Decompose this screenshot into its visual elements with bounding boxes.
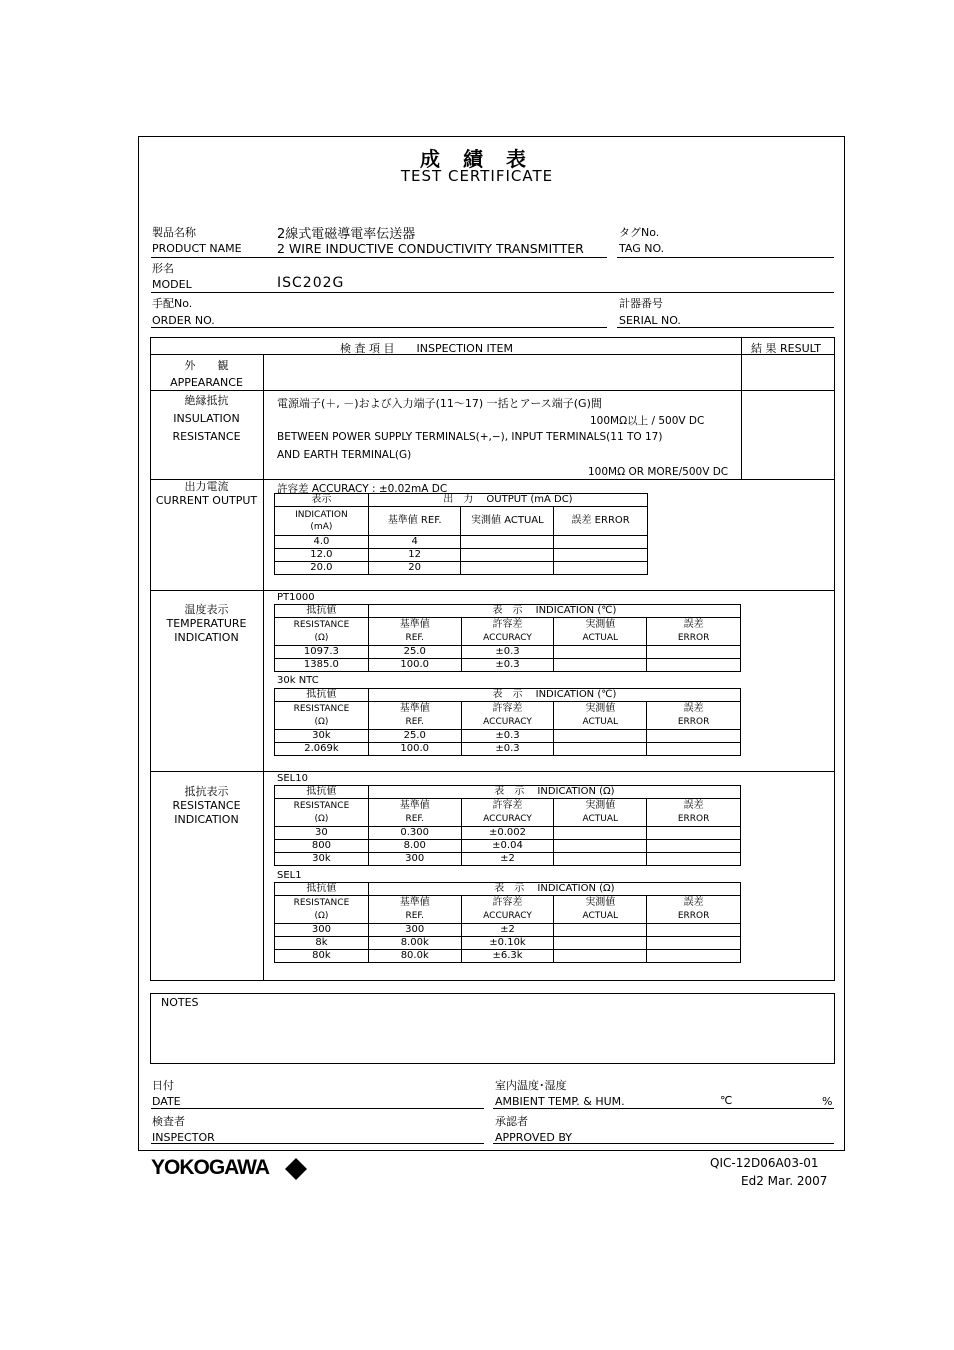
serial-label-en: SERIAL NO. xyxy=(619,314,681,327)
ntc-table: 抵抗値 表 示 INDICATION (℃) RESISTANCE (Ω) 基準値 REF. 許容差 ACCURACY 実測値 ACTUAL 誤差 ERROR 30k 25.0 ±0.3 2.069k 100.0 ±0.3 xyxy=(274,688,741,756)
table-row: 30k 25.0 ±0.3 xyxy=(275,730,741,743)
model-line xyxy=(151,292,834,293)
temperature-en2: INDICATION xyxy=(174,631,239,644)
pt1000-label: PT1000 xyxy=(277,592,315,603)
error-field[interactable] xyxy=(647,950,741,963)
product-label-jp: 製品名称 xyxy=(152,226,196,239)
date-label-en: DATE xyxy=(152,1095,181,1108)
appearance-en: APPEARANCE xyxy=(170,376,243,389)
pt1000-table: 抵抗値 表 示 INDICATION (℃) RESISTANCE (Ω) 基準値 REF. 許容差 ACCURACY 実測値 ACTUAL 誤差 ERROR 1097.3 25.0 ±0.3 1385.0 100.0 ±0.3 xyxy=(274,604,741,672)
notes-label: NOTES xyxy=(161,996,199,1009)
model-label-jp: 形名 xyxy=(152,262,174,275)
inspector-line[interactable] xyxy=(151,1143,484,1144)
header-item: 検 査 項 目 INSPECTION ITEM xyxy=(340,342,513,355)
col-indication-en: INDICATION (mA) xyxy=(275,507,369,536)
actual-field[interactable] xyxy=(461,562,554,575)
error-field[interactable] xyxy=(647,646,741,659)
current-output-table xyxy=(274,493,648,575)
resistance-jp: 抵抗表示 xyxy=(184,785,229,798)
table-row: 2.069k 100.0 ±0.3 xyxy=(275,743,741,756)
actual-field[interactable] xyxy=(554,840,647,853)
insulation-line4: AND EARTH TERMINAL(G) xyxy=(277,449,412,461)
insulation-line3: BETWEEN POWER SUPPLY TERMINALS(+,−), INPUT TERMINALS(11 TO 17) xyxy=(277,431,663,443)
actual-field[interactable] xyxy=(554,924,647,937)
yokogawa-logo: YOKOGAWA xyxy=(151,1156,270,1179)
table-row: 30k 300 ±2 xyxy=(275,853,741,866)
actual-field[interactable] xyxy=(461,549,554,562)
model-value: ISC202G xyxy=(277,275,345,291)
actual-field[interactable] xyxy=(554,853,647,866)
insulation-line1: 電源端子(＋, －)および入力端子(11～17) 一括とアース端子(G)間 xyxy=(277,397,602,410)
col-ref: 基準値 REF. xyxy=(368,507,461,536)
actual-field[interactable] xyxy=(554,659,647,672)
product-line xyxy=(151,257,607,258)
appearance-jp: 外 観 xyxy=(184,359,229,372)
col-error: 誤差 ERROR xyxy=(554,507,648,536)
ambient-line[interactable] xyxy=(493,1108,834,1109)
error-field[interactable] xyxy=(647,659,741,672)
col-actual: 実測値 ACTUAL xyxy=(461,507,554,536)
edition: Ed2 Mar. 2007 xyxy=(741,1174,828,1188)
current-en: CURRENT OUTPUT xyxy=(155,494,258,507)
error-field[interactable] xyxy=(647,924,741,937)
actual-field[interactable] xyxy=(554,743,647,756)
col-output: 出 力 OUTPUT (mA DC) xyxy=(368,494,647,507)
table-row: 1097.3 25.0 ±0.3 xyxy=(275,646,741,659)
table-row: 1385.0 100.0 ±0.3 xyxy=(275,659,741,672)
approved-line[interactable] xyxy=(493,1143,834,1144)
order-line xyxy=(151,327,607,328)
date-label-jp: 日付 xyxy=(152,1079,174,1092)
tag-label-en: TAG NO. xyxy=(619,242,665,255)
serial-label-jp: 計器番号 xyxy=(619,297,663,310)
sel10-label: SEL10 xyxy=(277,773,308,784)
order-label-en: ORDER NO. xyxy=(152,314,215,327)
error-field[interactable] xyxy=(647,937,741,950)
date-line[interactable] xyxy=(151,1108,484,1109)
insulation-jp: 絶縁抵抗 xyxy=(184,394,229,407)
ambient-unit-p: % xyxy=(822,1095,833,1108)
table-row: 30 0.300 ±0.002 xyxy=(275,827,741,840)
error-field[interactable] xyxy=(647,827,741,840)
ntc-label: 30k NTC xyxy=(277,675,319,686)
insulation-en1: INSULATION xyxy=(173,412,240,425)
model-label-en: MODEL xyxy=(152,278,192,291)
title-jp: 成 績 表 xyxy=(420,147,534,171)
error-field[interactable] xyxy=(554,562,648,575)
error-field[interactable] xyxy=(647,743,741,756)
current-accuracy: 許容差 ACCURACY : ±0.02mA DC xyxy=(277,483,448,495)
temperature-en1: TEMPERATURE xyxy=(166,617,247,630)
actual-field[interactable] xyxy=(461,536,554,549)
insulation-line2: 100MΩ以上 / 500V DC xyxy=(590,415,705,427)
current-jp: 出力電流 xyxy=(184,480,229,493)
resistance-en2: INDICATION xyxy=(174,813,239,826)
inspector-label-en: INSPECTOR xyxy=(152,1131,215,1144)
ambient-label-jp: 室内温度･湿度 xyxy=(495,1079,567,1092)
actual-field[interactable] xyxy=(554,646,647,659)
col-indication-jp: 表示 xyxy=(275,494,369,507)
table-row: 20.0 20 xyxy=(275,562,648,575)
header-result: 結 果 RESULT xyxy=(751,342,821,355)
error-field[interactable] xyxy=(554,536,648,549)
actual-field[interactable] xyxy=(554,950,647,963)
actual-field[interactable] xyxy=(554,937,647,950)
insulation-en2: RESISTANCE xyxy=(172,430,241,443)
sel1-label: SEL1 xyxy=(277,870,302,881)
tag-line xyxy=(617,257,834,258)
error-field[interactable] xyxy=(647,840,741,853)
table-row: 300 300 ±2 xyxy=(275,924,741,937)
serial-line xyxy=(617,327,834,328)
order-label-jp: 手配No. xyxy=(152,297,193,310)
error-field[interactable] xyxy=(647,730,741,743)
product-value-jp: 2線式電磁導電率伝送器 xyxy=(277,227,416,242)
sel1-table: 抵抗値 表 示 INDICATION (Ω) RESISTANCE (Ω) 基準値 REF. 許容差 ACCURACY 実測値 ACTUAL 誤差 ERROR 300 300 ±2 8k 8.00k ±0.10k 80k 80.0k ±6.3k xyxy=(274,882,741,963)
inspector-label-jp: 検査者 xyxy=(152,1115,185,1128)
actual-field[interactable] xyxy=(554,730,647,743)
table-row: 12.0 12 xyxy=(275,549,648,562)
tag-label-jp: タグNo. xyxy=(619,226,660,239)
approved-label-jp: 承認者 xyxy=(495,1115,528,1128)
actual-field[interactable] xyxy=(554,827,647,840)
error-field[interactable] xyxy=(647,853,741,866)
sel10-table: 抵抗値 表 示 INDICATION (Ω) RESISTANCE (Ω) 基準値 REF. 許容差 ACCURACY 実測値 ACTUAL 誤差 ERROR 30 0.300 ±0.002 800 8.00 ±0.04 30k 300 ±2 xyxy=(274,785,741,866)
temperature-jp: 温度表示 xyxy=(184,603,229,616)
ambient-unit-c: ℃ xyxy=(720,1094,733,1107)
doc-number: QIC-12D06A03-01 xyxy=(710,1156,819,1170)
approved-label-en: APPROVED BY xyxy=(495,1131,573,1144)
table-row: 80k 80.0k ±6.3k xyxy=(275,950,741,963)
table-row: 4.0 4 xyxy=(275,536,648,549)
table-row: 8k 8.00k ±0.10k xyxy=(275,937,741,950)
diamond-logo-icon xyxy=(285,1158,307,1180)
resistance-en1: RESISTANCE xyxy=(172,799,241,812)
notes-box[interactable] xyxy=(150,993,835,1064)
product-label-en: PRODUCT NAME xyxy=(152,242,242,255)
title-en: TEST CERTIFICATE xyxy=(400,167,554,185)
error-field[interactable] xyxy=(554,549,648,562)
insulation-line5: 100MΩ OR MORE/500V DC xyxy=(588,466,729,478)
product-value-en: 2 WIRE INDUCTIVE CONDUCTIVITY TRANSMITTER xyxy=(277,241,584,256)
table-row: 800 8.00 ±0.04 xyxy=(275,840,741,853)
ambient-label-en: AMBIENT TEMP. & HUM. xyxy=(495,1095,625,1108)
